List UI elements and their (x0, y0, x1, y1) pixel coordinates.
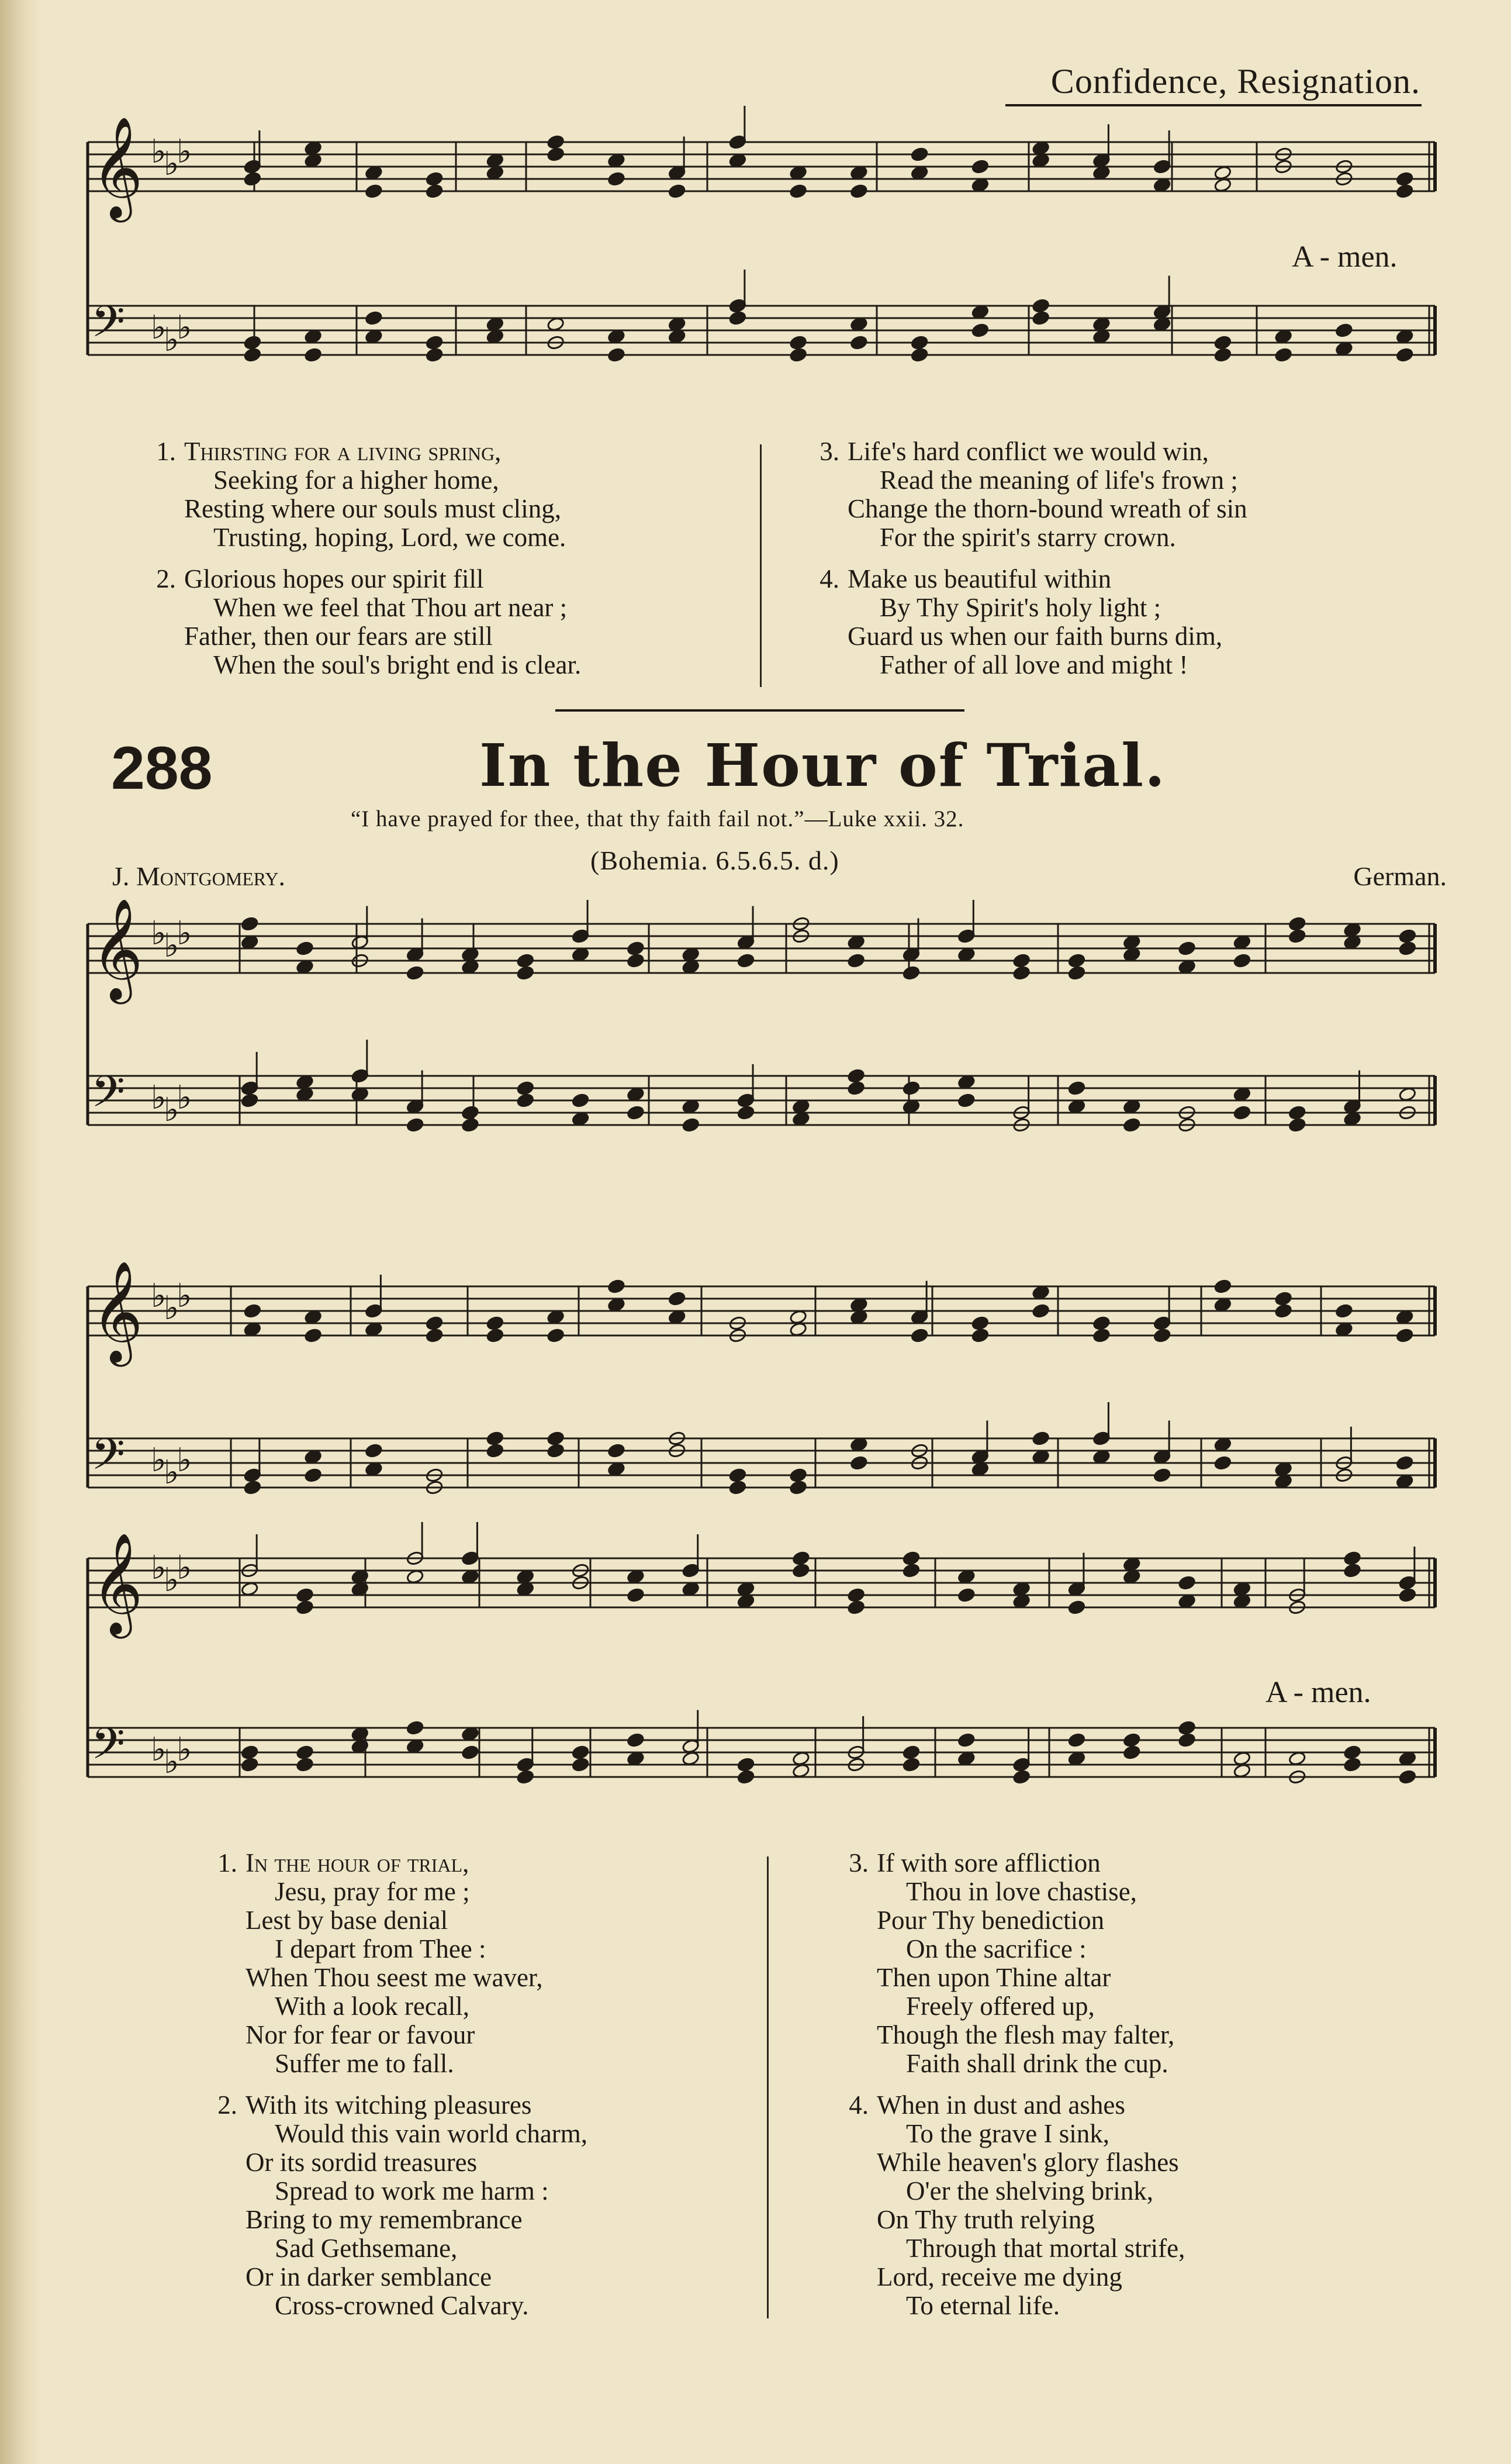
note-head (516, 1081, 534, 1096)
note-head (1274, 1303, 1292, 1319)
flat-sign-icon: ♭ (151, 1277, 167, 1315)
note-head (296, 1757, 314, 1772)
flat-sign-icon: ♭ (164, 1454, 179, 1492)
note-head (572, 1745, 590, 1760)
flat-sign-icon: ♭ (177, 914, 192, 953)
note-head (516, 1093, 534, 1108)
verse-line: When Thou seest me waver, (246, 1963, 543, 1992)
note-head (627, 1588, 645, 1603)
note-head (903, 1745, 921, 1760)
verse-line: Cross-crowned Calvary. (275, 2291, 529, 2320)
note-head (241, 1093, 259, 1108)
note-head (426, 347, 444, 363)
note-head (607, 347, 625, 363)
note-head (304, 347, 322, 363)
note-head (847, 953, 865, 968)
note-head (461, 1105, 479, 1120)
verse-288-2 (199, 2091, 587, 2320)
flat-sign-icon: ♭ (151, 133, 167, 171)
verse-number: 2. (156, 564, 176, 593)
verse-line: Nor for fear or favour (246, 2020, 475, 2049)
verse-line: Faith shall drink the cup. (906, 2049, 1168, 2078)
note-head (737, 953, 755, 968)
note-head (241, 1745, 259, 1760)
note-head (365, 184, 383, 199)
verse-line: With its witching pleasures (246, 2090, 532, 2120)
verse-line: Sad Gethsemane, (275, 2234, 458, 2263)
verse-line: When in dust and ashes (877, 2090, 1125, 2120)
note-head (1012, 965, 1031, 981)
verse-line: Thirsting for a living spring, (184, 437, 502, 466)
note-head (1092, 1328, 1111, 1343)
treble-clef-icon: 𝄞 (91, 116, 143, 218)
note-head (1399, 929, 1417, 944)
note-head (1153, 1328, 1171, 1343)
note-head (911, 147, 929, 162)
verse-line: Freely offered up, (906, 1992, 1095, 2021)
note-head (1396, 1328, 1414, 1343)
verse-line: Read the meaning of life's frown ; (880, 465, 1238, 495)
verse-line: On Thy truth relying (877, 2205, 1095, 2234)
verse-line: For the spirit's starry crown. (880, 523, 1176, 552)
verse-line: Resting where our souls must cling, (184, 494, 561, 523)
note-head (486, 1431, 504, 1446)
note-head (426, 1316, 444, 1331)
note-head (668, 1291, 686, 1306)
note-head (1178, 941, 1196, 956)
note-head (304, 1328, 322, 1343)
note-head (296, 1588, 314, 1603)
flat-sign-icon: ♭ (164, 1743, 179, 1781)
flat-sign-icon: ♭ (177, 309, 192, 347)
verse-line: To the grave I sink, (906, 2119, 1110, 2148)
note-head (486, 1443, 504, 1458)
verse-number: 1. (156, 437, 176, 466)
note-head (1343, 1551, 1361, 1566)
verse-line: Glorious hopes our spirit fill (184, 564, 484, 593)
note-head (426, 184, 444, 199)
verse-line: Or its sordid treasures (246, 2148, 478, 2177)
note-head (903, 965, 921, 981)
note-head (911, 347, 929, 363)
note-head (850, 184, 868, 199)
note-head (627, 1105, 645, 1120)
amen-label-288: A - men. (1265, 1676, 1371, 1709)
note-head (1032, 298, 1050, 313)
note-head (461, 1745, 479, 1760)
note-head (847, 1600, 865, 1615)
note-head (572, 1757, 590, 1772)
hymn-epigraph: “I have prayed for thee, that thy faith fail not.”—Luke xxii. 32. (351, 806, 964, 831)
verse-line: Life's hard conflict we would win, (848, 437, 1209, 466)
note-head (244, 1480, 262, 1495)
bass-clef-icon: 𝄢 (91, 1718, 125, 1780)
flat-sign-icon: ♭ (151, 309, 167, 347)
verse-line: Seeking for a higher home, (213, 465, 499, 495)
flat-sign-icon: ♭ (164, 321, 179, 359)
note-head (1032, 1303, 1050, 1319)
note-head (1399, 941, 1417, 956)
verse-number: 4. (820, 564, 839, 593)
column-divider (767, 1856, 769, 2318)
verse-line: When the soul's bright end is clear. (213, 650, 582, 679)
note-head (737, 1105, 755, 1120)
verse-line: In the hour of trial, (246, 1848, 469, 1878)
note-head (1274, 1291, 1292, 1306)
note-head (847, 1068, 865, 1083)
flat-sign-icon: ♭ (164, 1561, 179, 1599)
note-head (729, 1468, 747, 1483)
note-head (1214, 1455, 1232, 1471)
verse-line: I depart from Thee : (275, 1934, 486, 1963)
note-head (547, 1431, 565, 1446)
note-head (1012, 1769, 1031, 1785)
note-head (737, 1769, 755, 1785)
verse-line: Spread to work me harm : (275, 2176, 549, 2206)
verses-288-left (199, 1849, 587, 2333)
note-head (1153, 1468, 1171, 1483)
note-head (911, 335, 929, 350)
flat-sign-icon: ♭ (164, 927, 179, 965)
note-head (486, 1328, 504, 1343)
verse-line: Thou in love chastise, (906, 1877, 1137, 1906)
flat-sign-icon: ♭ (164, 1091, 179, 1129)
note-head (244, 171, 262, 187)
treble-clef-icon: 𝄞 (91, 1261, 143, 1362)
verse-line: Lest by base denial (246, 1906, 448, 1935)
note-head (1214, 347, 1232, 363)
hymn-separator-rule (555, 709, 964, 712)
note-head (241, 1757, 259, 1772)
treble-clef-icon: 𝄞 (91, 898, 143, 1000)
verse-line: Then upon Thine altar (877, 1963, 1111, 1992)
verse-line: Through that mortal strife, (906, 2234, 1185, 2263)
verse-287-1 (137, 437, 581, 552)
note-head (1399, 1588, 1417, 1603)
note-head (406, 1720, 424, 1735)
note-head (957, 1733, 976, 1748)
note-head (607, 1443, 625, 1458)
note-head (244, 347, 262, 363)
note-head (847, 1588, 865, 1603)
flat-sign-icon: ♭ (151, 1549, 167, 1587)
verse-line: Guard us when our faith burns dim, (848, 622, 1223, 651)
note-head (682, 1117, 700, 1133)
verse-287-3 (801, 437, 1247, 552)
note-head (1068, 965, 1086, 981)
note-head (903, 1551, 921, 1566)
note-head (296, 1745, 314, 1760)
note-head (296, 941, 314, 956)
note-head (1288, 1117, 1306, 1133)
note-head (1335, 323, 1353, 338)
note-head (547, 1443, 565, 1458)
note-head (1396, 171, 1414, 187)
note-head (244, 1303, 262, 1319)
verse-line: By Thy Spirit's holy light ; (880, 593, 1161, 622)
treble-clef-icon: 𝄞 (91, 1533, 143, 1634)
verse-line: Trusting, hoping, Lord, we come. (213, 523, 566, 552)
verse-line: When we feel that Thou art near ; (213, 593, 568, 622)
note-head (729, 310, 747, 326)
flat-sign-icon: ♭ (177, 1277, 192, 1315)
note-head (1396, 1455, 1414, 1471)
note-head (971, 1316, 990, 1331)
note-head (1396, 184, 1414, 199)
verse-line: O'er the shelving brink, (906, 2176, 1154, 2206)
note-head (547, 1328, 565, 1343)
note-head (1233, 953, 1251, 968)
note-head (547, 134, 565, 150)
verse-line: Or in darker semblance (246, 2262, 492, 2292)
note-head (847, 1081, 865, 1096)
note-head (426, 335, 444, 350)
note-head (850, 335, 868, 350)
note-head (1123, 1117, 1141, 1133)
flat-sign-icon: ♭ (164, 145, 179, 183)
bass-clef-icon: 𝄢 (91, 1429, 125, 1490)
note-head (296, 1600, 314, 1615)
note-head (957, 1588, 976, 1603)
note-head (1233, 1105, 1251, 1120)
note-head (1123, 1745, 1141, 1760)
note-head (789, 1468, 807, 1483)
note-head (1068, 1081, 1086, 1096)
note-head (789, 184, 807, 199)
note-head (1274, 347, 1292, 363)
note-head (304, 1468, 322, 1483)
verse-line: With a look recall, (275, 1992, 470, 2021)
verse-line: Change the thorn-bound wreath of sin (848, 494, 1247, 523)
flat-sign-icon: ♭ (177, 133, 192, 171)
note-head (406, 965, 424, 981)
verse-line: To eternal life. (906, 2291, 1060, 2320)
note-head (1214, 1279, 1232, 1294)
verse-288-1 (199, 1849, 587, 2078)
bass-clef-icon: 𝄢 (91, 296, 125, 358)
note-head (1032, 310, 1050, 326)
note-head (971, 323, 990, 338)
verse-line: Father of all love and might ! (880, 650, 1188, 679)
note-head (627, 941, 645, 956)
verse-line: If with sore affliction (877, 1848, 1101, 1878)
verses-287-right (801, 437, 1247, 692)
note-head (486, 1316, 504, 1331)
note-head (789, 347, 807, 363)
note-head (1123, 1733, 1141, 1748)
note-head (1335, 1303, 1353, 1319)
flat-sign-icon: ♭ (177, 1079, 192, 1117)
bass-clef-icon: 𝄢 (91, 1067, 125, 1128)
note-head (244, 335, 262, 350)
note-head (1288, 916, 1306, 931)
note-head (792, 1551, 810, 1566)
verse-line: Jesu, pray for me ; (275, 1877, 470, 1906)
note-head (957, 1093, 976, 1108)
note-head (516, 1769, 534, 1785)
note-head (607, 1279, 625, 1294)
verse-number: 2. (217, 2090, 237, 2120)
note-head (1288, 1105, 1306, 1120)
note-head (365, 310, 383, 326)
flat-sign-icon: ♭ (151, 1079, 167, 1117)
flat-sign-icon: ♭ (151, 1441, 167, 1479)
note-head (911, 1328, 929, 1343)
note-head (627, 1733, 645, 1748)
note-head (426, 1328, 444, 1343)
note-head (789, 335, 807, 350)
verse-number: 3. (849, 1848, 869, 1878)
note-head (971, 1328, 990, 1343)
hymn-number: 288 (111, 734, 213, 802)
note-head (737, 1757, 755, 1772)
page-header-title: Confidence, Resignation. (1050, 62, 1420, 101)
verse-line: Bring to my remembrance (246, 2205, 523, 2234)
verse-line: Suffer me to fall. (275, 2049, 454, 2078)
verse-line: While heaven's glory flashes (877, 2148, 1179, 2177)
verses-287-left (137, 437, 581, 692)
note-head (461, 1117, 479, 1133)
note-head (516, 965, 534, 981)
verse-number: 4. (849, 2090, 869, 2120)
note-head (1178, 1575, 1196, 1590)
verse-288-4 (830, 2091, 1185, 2320)
note-head (241, 916, 259, 931)
note-head (1092, 1316, 1111, 1331)
verse-number: 3. (820, 437, 839, 466)
note-head (627, 953, 645, 968)
note-head (572, 1093, 590, 1108)
note-head (1068, 1733, 1086, 1748)
note-head (1214, 335, 1232, 350)
note-head (1288, 929, 1306, 944)
note-head (1399, 1769, 1417, 1785)
note-head (1068, 1600, 1086, 1615)
note-head (1178, 1733, 1196, 1748)
note-head (729, 1480, 747, 1495)
flat-sign-icon: ♭ (151, 1731, 167, 1769)
note-head (1396, 347, 1414, 363)
verse-line: Father, then our fears are still (184, 622, 493, 651)
note-head (365, 1443, 383, 1458)
flat-sign-icon: ♭ (164, 1289, 179, 1327)
verse-line: Pour Thy benediction (877, 1906, 1105, 1935)
note-head (850, 1455, 868, 1471)
flat-sign-icon: ♭ (177, 1731, 192, 1769)
amen-label-287: A - men. (1292, 240, 1398, 274)
verse-287-2 (137, 565, 581, 679)
verse-288-3 (830, 1849, 1185, 2078)
note-head (607, 171, 625, 187)
note-head (668, 184, 686, 199)
note-head (1178, 1720, 1196, 1735)
tune-name: (Bohemia. 6.5.6.5. d.) (590, 846, 839, 875)
note-head (792, 1563, 810, 1578)
column-divider (760, 444, 762, 687)
hymn-composer: German. (1353, 861, 1447, 891)
verse-line: Make us beautiful within (848, 564, 1112, 593)
note-head (1032, 1431, 1050, 1446)
note-head (903, 1563, 921, 1578)
note-head (903, 1081, 921, 1096)
note-head (426, 171, 444, 187)
verse-line: Though the flesh may falter, (877, 2020, 1175, 2049)
flat-sign-icon: ♭ (151, 914, 167, 953)
note-head (516, 953, 534, 968)
note-head (1343, 1745, 1361, 1760)
note-head (1012, 953, 1031, 968)
hymn-author: J. Montgomery. (112, 861, 285, 891)
verse-number: 1. (217, 1848, 237, 1878)
note-head (1068, 953, 1086, 968)
verse-287-4 (801, 565, 1247, 679)
note-head (1343, 1563, 1361, 1578)
verses-288-right (830, 1849, 1185, 2333)
note-head (789, 1480, 807, 1495)
note-head (971, 159, 990, 174)
verse-line: On the sacrifice : (906, 1934, 1087, 1963)
note-head (1343, 1757, 1361, 1772)
note-head (547, 147, 565, 162)
flat-sign-icon: ♭ (177, 1441, 192, 1479)
verse-line: Would this vain world charm, (275, 2119, 588, 2148)
verse-line: Lord, receive me dying (877, 2262, 1122, 2292)
note-head (406, 1117, 424, 1133)
note-head (903, 1757, 921, 1772)
hymn-title: In the Hour of Trial. (479, 731, 1166, 800)
flat-sign-icon: ♭ (177, 1549, 192, 1587)
